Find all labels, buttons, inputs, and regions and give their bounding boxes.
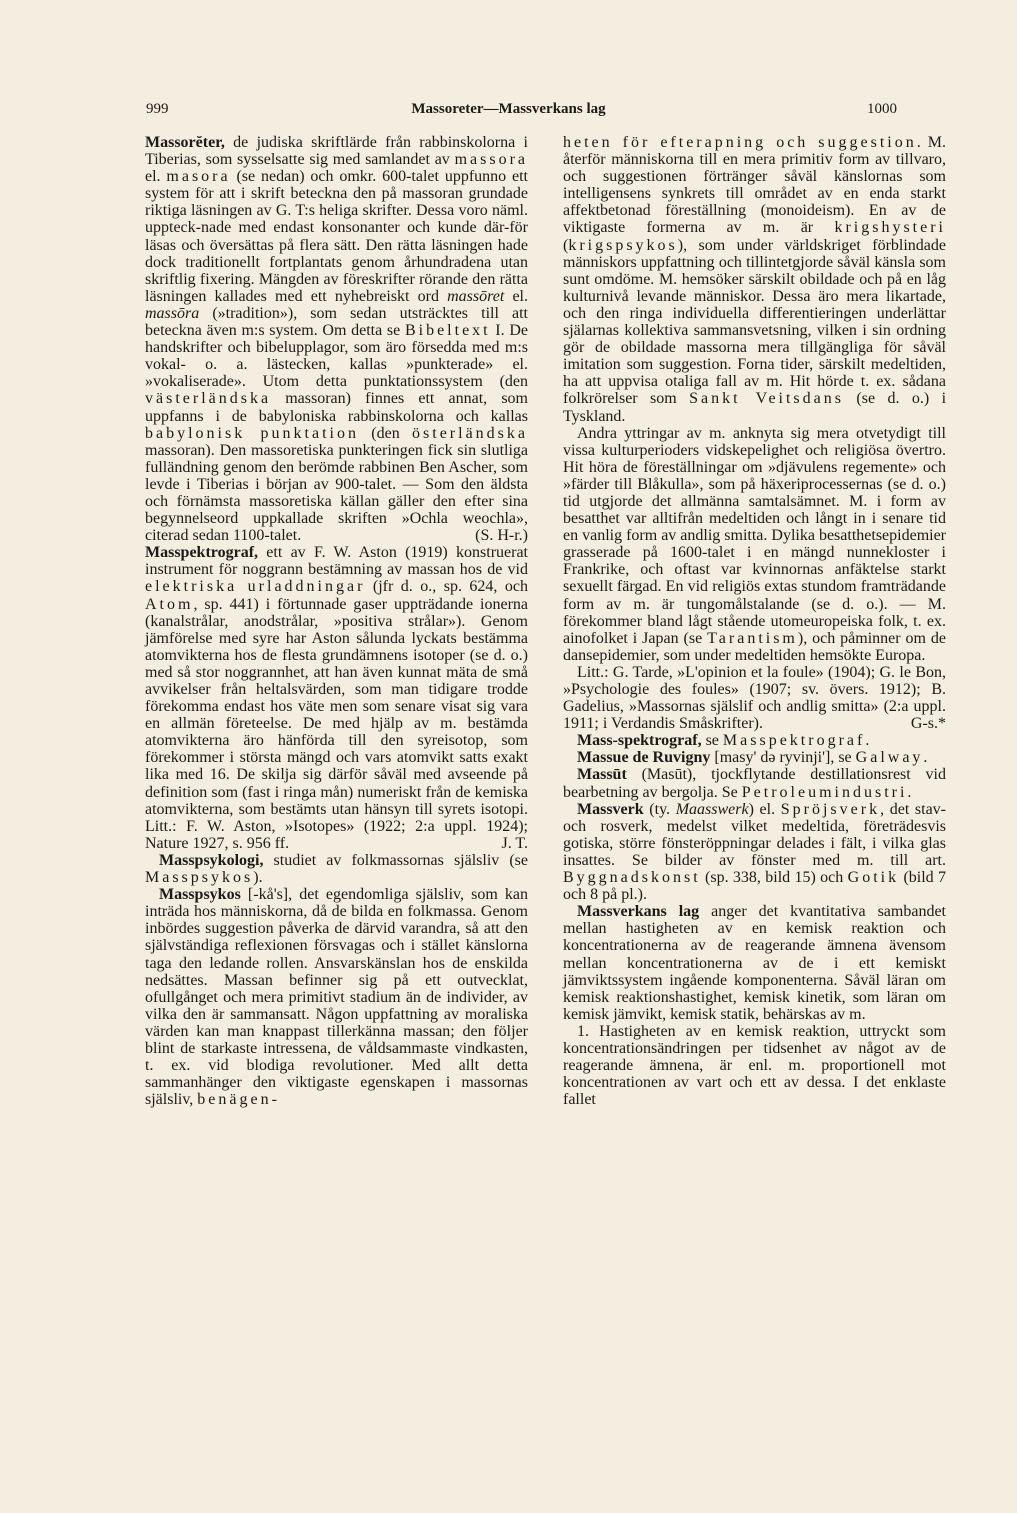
left-page-number: 999 (146, 101, 169, 117)
author-signature: (S. H-r.) (475, 527, 528, 545)
right-column (563, 134, 946, 1108)
author-signature: G-s.* (910, 715, 946, 733)
right-page-number: 1000 (867, 101, 897, 117)
headword: Massverk (577, 800, 644, 818)
headword: Masspsykos (159, 886, 241, 904)
entry-masspektrograf: Masspektrograf, ett av F. W. Aston (1919) konstruerat instrument för noggrann bestämning av massan hos de vid elektriska urladdningar (jfr d. o., sp. 624, och Atom, sp. 441) i förtunnade gaser uppträdande ionerna (kanalstrålar, anodstrålar, »positiva strålar»). Genom jämförelse med syre har Aston sålunda lyckats bestämma atomvikterna hos de flesta grundämnens isotoper (se d. o.) med så stor noggrannhet, att han även kunnat mäta de små avvikelser från heltalsvärden, som man tidigare trodde förekomma endast hos väte men som senare visat sig vara en allmän företeelse. De med hjälp av m. bestämda atomvikterna äro hänförda till den syreisotop, som förekommer i största mängd och vars atomvikt satts exakt lika med 16. De skilja sig därför såväl med avseende på definition som (fast i ringa mån) numeriskt från de kemiska atomvikterna, som bestämts utan hänsyn till syrets isotopi. Litt.: F. W. Aston, »Isotopes» (1922; 2:a uppl. 1924); Nature 1927, s. 956 ff. J. T. (145, 544, 528, 852)
entry-massverk: Massverk (ty. Maasswerk) el. Spröjsverk, det stav- och rosverk, medelst vilket medeltida, företrädesvis gotiska, större fönsteröppningar delades i fält, i vilka glas insattes. Se bilder av fönster med m. till art. Byggnadskonst (sp. 338, bild 15) och Gotik (bild 7 och 8 på pl.). (563, 800, 947, 904)
headword: Masspsykologi, (159, 851, 264, 869)
running-title: Massoreter—Massverkans lag (411, 101, 606, 117)
paragraph-litteratur: Litt.: G. Tarde, »L'opinion et la foule» (1904); G. le Bon, »Psychologie des foules» (1907; sv. övers. 1912); B. Gadelius, »Massornas själslif och andlig smitta» (2:a uppl. 1911; i Verdandis Småskrifter). G-s.* (563, 663, 946, 733)
headword: Masspektrograf, (145, 544, 259, 562)
entry-massue-de-ruvigny: Massue de Ruvigny [masy' də ryvinji'], se Galway. (577, 749, 928, 767)
entry-massut: Massūt (Masūt), tjockflytande destillationsrest vid bearbetning av bergolja. Se Petroleumindustri. (563, 766, 946, 801)
entry-masspsykos: Masspsykos [-kå's], det egendomliga själsliv, som kan inträda hos människorna, då de bilda en folkmassa. Genom inbördes suggestion påverka de därvid varandra, så att den självständiga reflexionen försvagas och i stället känslorna taga den ledande rollen. Ansvarskänslan hos de enskilda nedsättes. Massan befinner sig på ett outvecklat, ofullgånget och mera primitivt stadium än de individer, av vilka den är sammansatt. Någon uppfattning av moraliska värden kan man knappast tillerkänna massan; den följer blint de starkaste intressena, de våldsammaste vindkasten, t. ex. vid blodiga revolutioner. Med allt detta sammanhänger den viktigaste egenskapen i massornas själsliv, benägen- (145, 886, 528, 1109)
paragraph-point-1: 1. Hastigheten av en kemisk reaktion, uttryckt som koncentrationsändringen per tidsenhet av något av de reagerande ämnena, är enl. m. proportionell mot koncentrationen av vart och ett av dessa. I det enklaste fallet (563, 1022, 946, 1109)
entry-masspsykos-continued: heten för efterapning och suggestion. M. återför människorna till en mera primitiv form av tillvaro, och suggestionen förtränger såväl känslornas som intelligensens synkrets till området av en enda starkt affektbetonad föreställning (monoideism). En av de viktigaste formerna av m. är krigshysteri (krigspsykos), som under världskriget förblindade människors uppfattning och tillintetgjorde såväl känsla som sunt omdöme. M. hemsöker särskilt obildade och på en låg kulturnivå levande människor. Dessa äro mera likartade, och den ringa individuella differentieringen underlättar själarnas kollektiva sammansvetsning, vilken i sin ordning gör de obildade massorna mera tillgängliga för såväl imitation som suggestion. Forna tider, särskilt medeltiden, ha att uppvisa otaliga fall av m. Hit hörde t. ex. sådana folkrörelser som Sankt Veitsdans (se d. o.) i Tyskland. (563, 134, 947, 425)
paragraph-andra-yttringar: Andra yttringar av m. anknyta sig mera otvetydigt till vissa kulturperioders vidskepelighet och religiösa övertro. Hit höra de föreställningar om »djävulens regemente» och »färder till Blåkulla», som på häxeriprocessernas (se d. o.) tid utgjorde det allmänna samtalsämnet. M. i form av besatthet var alltifrån medeltiden och långt in i senare tid en vanlig form av andlig smitta. Dylika besatthetsepidemier grasserade på 1600-talet i en mängd nunnekloster i Frankrike, och oftast var kvinnornas anfäktelse starkt sexuellt färgad. En vid religiös extas stundom framträdande form av m. är tungomålstalande (se d. o.). — M. förekommer bland lågt stående utomeuropeiska folk, t. ex. ainofolket i Japan (se Tarantism), och påminner om de dansepidemier, som under medeltiden hemsökte Europa. (563, 424, 947, 664)
entry-massverkans-lag: Massverkans lag anger det kvantitativa sambandet mellan hastigheten av en kemisk reaktion och koncentrationerna av de reagerande ämnena ävensom mellan koncentrationerna av de i ett kemiskt jämviktssystem ingående komponenterna. Såväl läran om kemisk reaktionshastighet, kemisk kinetik, som läran om kemisk jämvikt, kemisk statik, behärskas av m. (563, 903, 947, 1023)
headword: Massue de Ruvigny (577, 749, 711, 767)
headword: Massūt (577, 766, 627, 784)
headword: Massorĕter, (145, 134, 225, 151)
entry-mass-spektrograf: Mass-spektrograf, se Masspektrograf. (577, 732, 870, 750)
author-signature: J. T. (501, 834, 528, 852)
left-column (145, 134, 528, 1108)
entry-massoreter: Massorĕter, de judiska skriftlärde från rabbinskolorna i Tiberias, som sysselsatte sig med samlandet av massora el. masora (se nedan) och omkr. 600-talet uppfunno ett system för att i skrift beteckna den på massoran grundade riktiga läsningen av G. T:s heliga skrifter. Dessa voro näml. uppteck-nade med endast konsonanter och kunde där-för läsas och översättas på flera sätt. Den rätta läsningen hade dock traditionellt fortplantats genom århundradena utan skriftlig fixering. Mängden av föreskrifter rörande den rätta läsningen kallades med ett nyhebreiskt ord massōret el. massōra (»tradition»), som sedan utsträcktes till att beteckna även m:s system. Om detta se Bibeltext I. De handskrifter och bibelupplagor, som äro försedda med m:s vokal- o. a. lästecken, kallas »punkterade» el. »vokaliserade». Utom detta punktationssystem (den västerländska massoran) finnes ett annat, som uppfanns i de babyloniska rabbinskolorna och kallas babylonisk punktation (den österländska massoran). Den massoretiska punkteringen fick sin slutliga fulländning genom den berömde rabbinen Ben Ascher, som levde i Tiberias i början av 900-talet. — Som den äldsta och förnämsta massoretiska källan gäller den efter sina begynnelseord uppkallade skriften »Ochla weochla», citerad sedan 1100-talet. (S. H-r.) (145, 134, 529, 545)
headword: Massverkans lag (577, 903, 700, 921)
headword: Mass-spektrograf, (577, 732, 702, 750)
entry-masspsykologi: Masspsykologi, studiet av folkmassornas själsliv (se Masspsykos). (145, 851, 528, 887)
